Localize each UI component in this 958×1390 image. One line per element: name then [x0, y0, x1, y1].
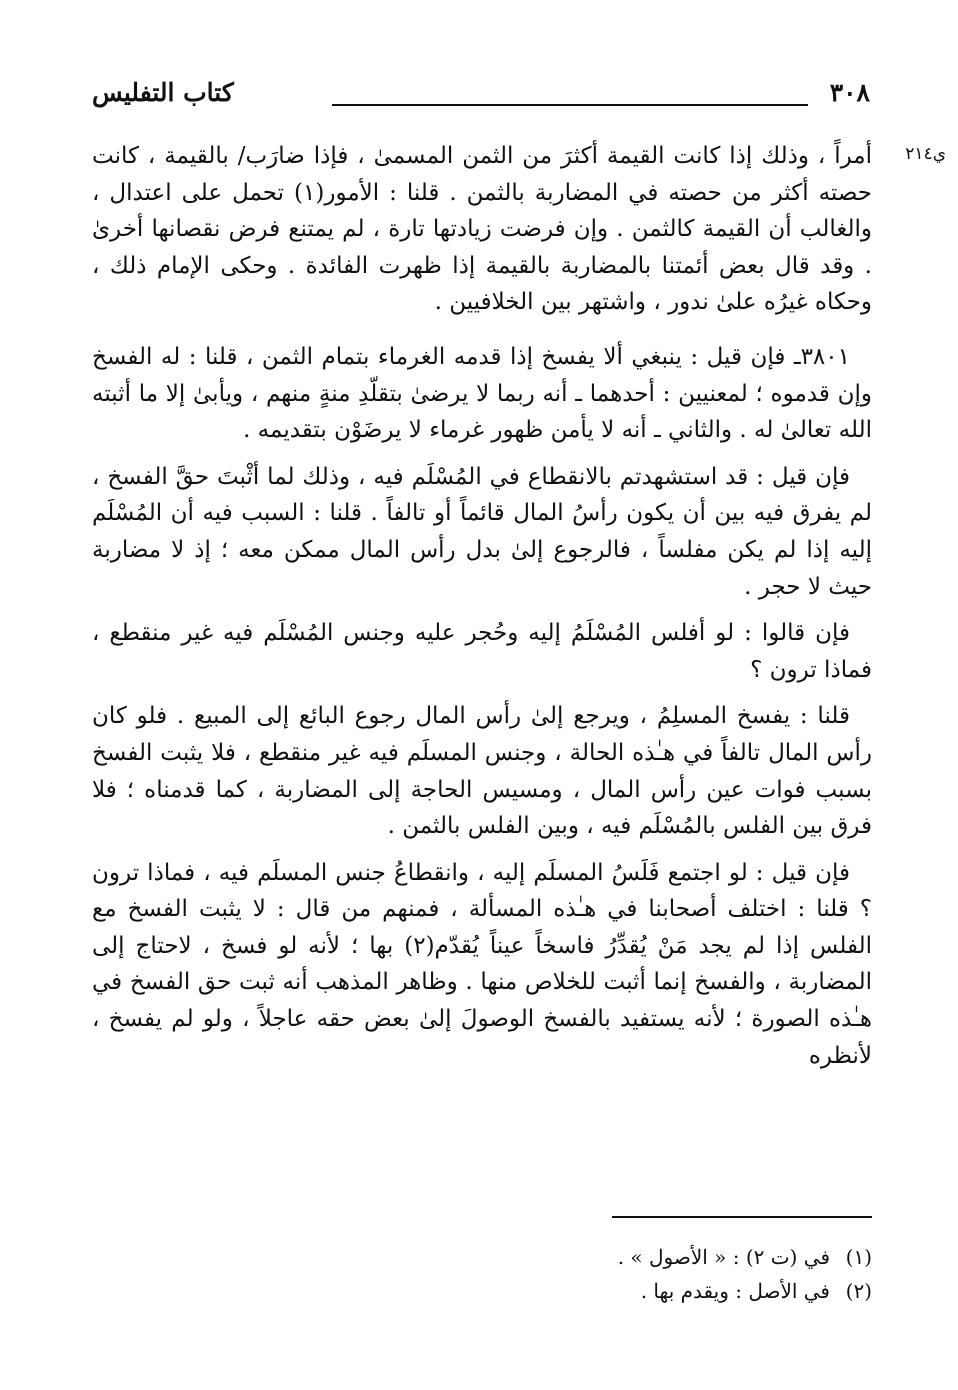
footnote-number: (٢) — [845, 1279, 872, 1303]
paragraph: قلنا : يفسخ المسلِمُ ، ويرجع إلىٰ رأس المال رجوع البائع إلى المبيع . فلو كان رأس المال تالفاً في هـٰذه الحالة ، وجنس المسلَم فيه غير منقطع ، فلا يثبت الفسخ بسبب فوات عين رأس المال ، ومسيس الحاجة إلى المضاربة ، كما قدمناه ؛ فلا فرق بين الفلس بالمُسْلَم فيه ، وبين الفلس بالثمن . — [92, 703, 872, 840]
paragraph: فإن قيل : لو اجتمع فَلَسُ المسلَم إليه ، وانقطاعُ جنس المسلَم فيه ، فماذا ترون ؟ قلنا : اختلف أصحابنا في هـٰذه المسألة ، فمنهم من قال : لا يثبت الفسخ مع الفلس إذا لم يجد مَنْ يُقدِّرُ فاسخاً عيناً يُقدّم(٢) بها ؛ لأنه لو فسخ ، لاحتاج إلى المضاربة ، والفسخ إنما أثبت للخلاص منها . وظاهر المذهب أنه ثبت حق الفسخ في هـٰذه الصورة ؛ لأنه يستفيد بالفسخ الوصولَ إلىٰ بعض حقه عاجلاً ، ولو لم يفسخ ، لأنظره — [92, 859, 872, 1069]
footnote-text: في (ت ٢) : « الأصول » . — [617, 1245, 830, 1269]
paragraph: فإن قالوا : لو أفلس المُسْلَمُ إليه وحُجر عليه وجنس المُسْلَم فيه غير منقطع ، فماذا ترون ؟ — [92, 620, 872, 683]
manuscript-margin-ref: ي٢١٤ — [905, 144, 946, 164]
footnote — [172, 1240, 872, 1274]
footnote-separator — [612, 1216, 872, 1218]
paragraph: فإن قيل : قد استشهدتم بالانقطاع في المُسْلَم فيه ، وذلك لما أثْبتَ حقَّ الفسخ ، لم يفرق فيه بين أن يكون رأسُ المال قائماً أو تالفاً . قلنا : السبب فيه أن المُسْلَم إليه إذا لم يكن مفلساً ، فالرجوع إلىٰ بدل رأس المال ممكن معه ؛ إذ لا مضاربة حيث لا حجر . — [92, 463, 872, 600]
footnote-text: في الأصل : ويقدم بها . — [640, 1279, 830, 1303]
footnote — [172, 1274, 872, 1308]
book-title: كتاب التفليس — [92, 78, 234, 107]
header-rule — [332, 104, 808, 106]
footnotes — [172, 1240, 872, 1308]
paragraph: أمراً ، وذلك إذا كانت القيمة أكثرَ من الثمن المسمىٰ ، فإذا ضارَب/ بالقيمة ، كانت حصته أكثر من حصته في المضاربة بالثمن . قلنا : الأمور(١) تحمل على اعتدال ، والغالب أن القيمة كالثمن . وإن فرضت زيادتها تارة ، لم يمتنع فرض نقصانها أخرىٰ . وقد قال بعض أئمتنا بالمضاربة بالقيمة إذا ظهرت الفائدة . وحكى الإمام ذلك ، وحكاه غيرُه علىٰ ندور ، واشتهر بين الخلافيين . — [92, 143, 872, 316]
paragraph: ٣٨٠١ـ فإن قيل : ينبغي ألا يفسخ إذا قدمه الغرماء بتمام الثمن ، قلنا : له الفسخ وإن قدموه ؛ لمعنيين : أحدهما ـ أنه ربما لا يرضىٰ بتقلّدِ منةٍ منهم ، ويأبىٰ إلا ما أثبته الله تعالىٰ له . والثاني ـ أنه لا يأمن ظهور غرماء لا يرضَوْن بتقديمه . — [92, 343, 872, 444]
page-number: ٣٠٨ — [829, 78, 870, 107]
running-header — [92, 78, 870, 118]
main-text — [92, 138, 872, 1074]
footnote-number: (١) — [845, 1245, 872, 1269]
